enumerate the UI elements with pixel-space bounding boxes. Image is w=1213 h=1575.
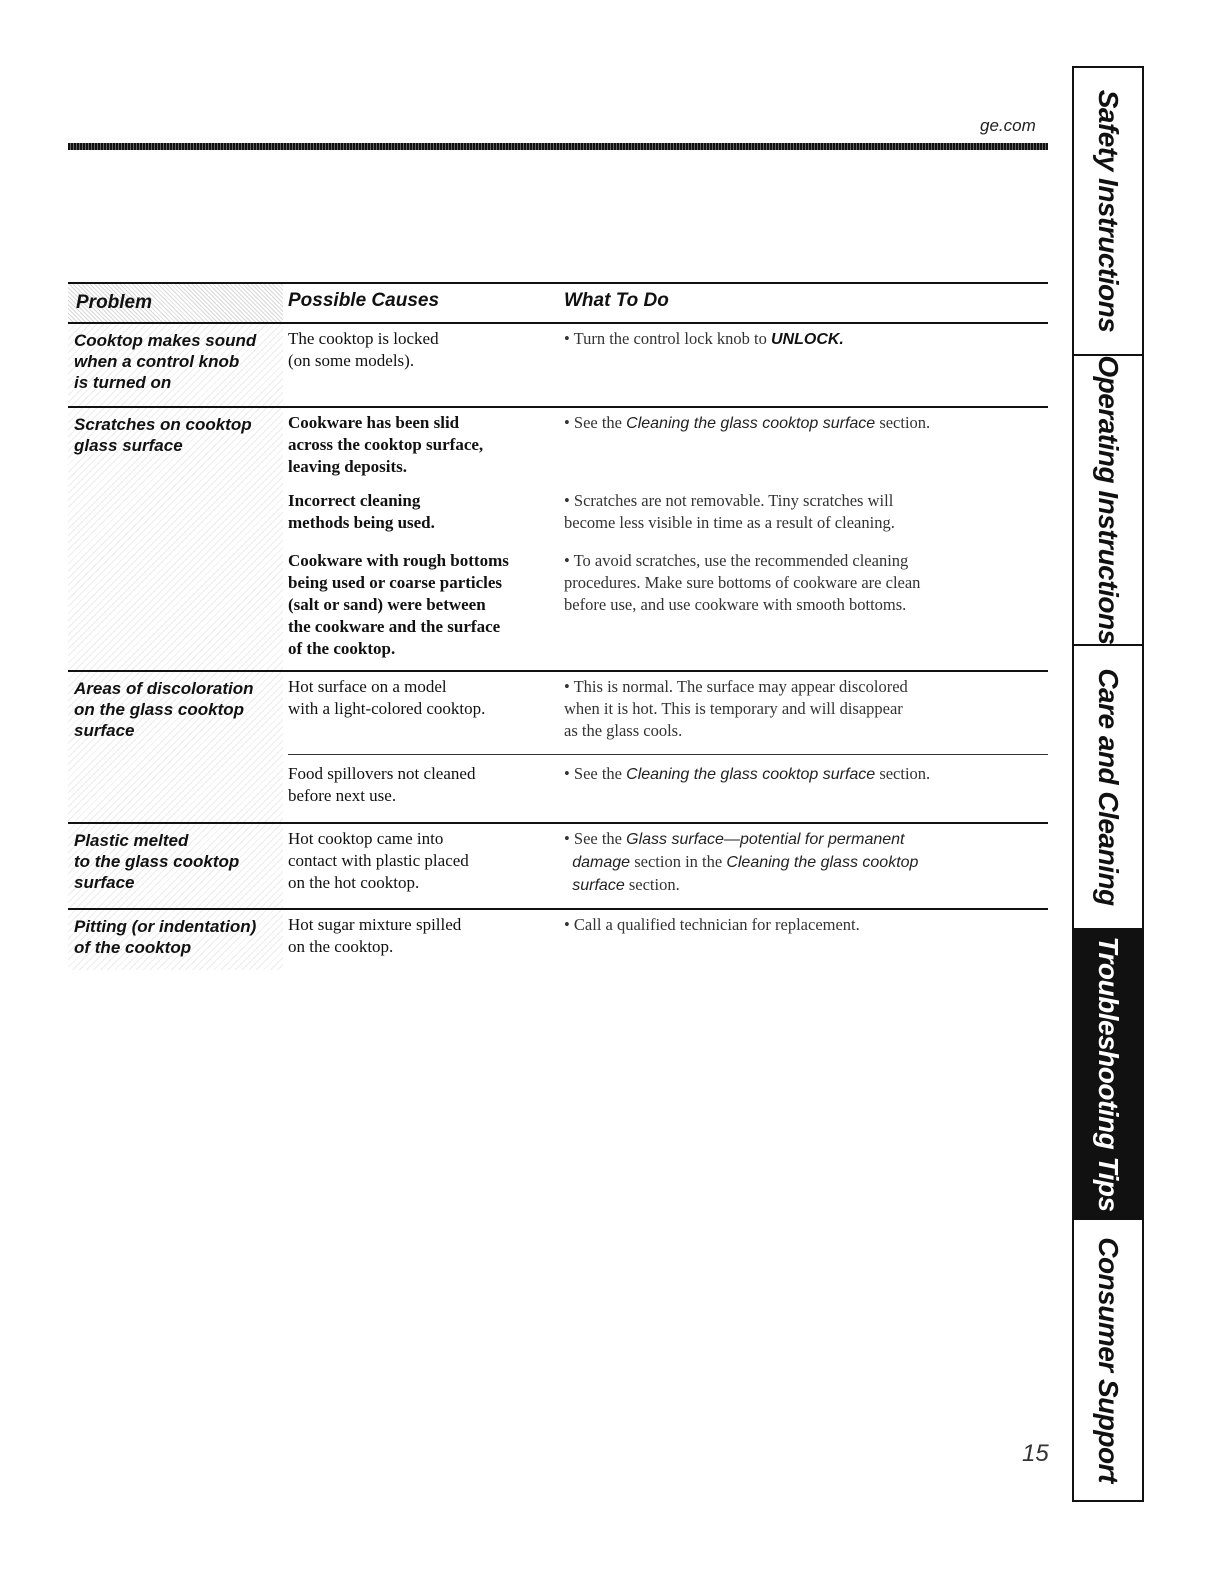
- cause-text: Hot surface on a model with a light-colored cooktop.: [288, 677, 486, 718]
- todo-text: • Turn the control lock knob to UNLOCK.: [564, 329, 844, 348]
- problem-label: Pitting (or indentation) of the cooktop: [74, 917, 257, 957]
- table-row: [68, 910, 1048, 970]
- tab-safety-instructions[interactable]: Safety Instructions: [1074, 68, 1142, 356]
- todo-text: • To avoid scratches, use the recommended cleaning procedures. Make sure bottoms of cookware are clean before use, and use cookware with smooth bottoms.: [564, 551, 921, 614]
- site-url: ge.com: [980, 116, 1036, 135]
- problem-label: Areas of discoloration on the glass cooktop surface: [74, 679, 254, 740]
- todo-text: • Call a qualified technician for replacement.: [564, 915, 860, 934]
- cause-text: Food spillovers not cleaned before next use.: [288, 764, 476, 805]
- cause-text: Incorrect cleaning methods being used.: [288, 491, 435, 532]
- todo-text: • See the Glass surface—potential for permanent damage section in the Cleaning the glass cooktop surface section.: [564, 829, 919, 894]
- page-number: 15: [1022, 1440, 1049, 1467]
- top-rule: [68, 143, 1048, 150]
- todo-text: • Scratches are not removable. Tiny scratches will become less visible in time as a result of cleaning.: [564, 491, 895, 532]
- table-row: [68, 824, 1048, 910]
- tab-operating-instructions[interactable]: Operating Instructions: [1074, 356, 1142, 646]
- cause-text: Hot cooktop came into contact with plastic placed on the hot cooktop.: [288, 829, 469, 892]
- tab-troubleshooting-tips[interactable]: Troubleshooting Tips: [1074, 930, 1142, 1220]
- table-row: [68, 324, 1048, 408]
- problem-label: Cooktop makes sound when a control knob is turned on: [74, 331, 257, 392]
- troubleshooting-table: [68, 282, 1048, 970]
- cause-text: The cooktop is locked (on some models).: [288, 329, 439, 370]
- cause-text: Cookware has been slid across the cooktop surface, leaving deposits.: [288, 413, 484, 476]
- header-causes: Possible Causes: [288, 290, 440, 311]
- header-todo: What To Do: [564, 290, 669, 311]
- table-row: [68, 672, 1048, 824]
- cause-text: Hot sugar mixture spilled on the cooktop.: [288, 915, 462, 956]
- table-header: [68, 282, 1048, 324]
- problem-label: Scratches on cooktop glass surface: [74, 415, 252, 455]
- todo-text: • This is normal. The surface may appear discolored when it is hot. This is temporary and will disappear as the glass cools.: [564, 677, 908, 740]
- problem-label: Plastic melted to the glass cooktop surface: [74, 831, 240, 892]
- cause-text: Cookware with rough bottoms being used or coarse particles (salt or sand) were between the cookware and the surface of the cooktop.: [288, 551, 509, 658]
- todo-text: • See the Cleaning the glass cooktop surface section.: [564, 764, 931, 783]
- todo-text: • See the Cleaning the glass cooktop surface section.: [564, 413, 931, 432]
- tab-care-and-cleaning[interactable]: Care and Cleaning: [1074, 646, 1142, 930]
- section-tabs: [1072, 66, 1144, 1502]
- header-problem: Problem: [68, 284, 283, 322]
- tab-consumer-support[interactable]: Consumer Support: [1093, 1237, 1124, 1483]
- table-row: [68, 408, 1048, 672]
